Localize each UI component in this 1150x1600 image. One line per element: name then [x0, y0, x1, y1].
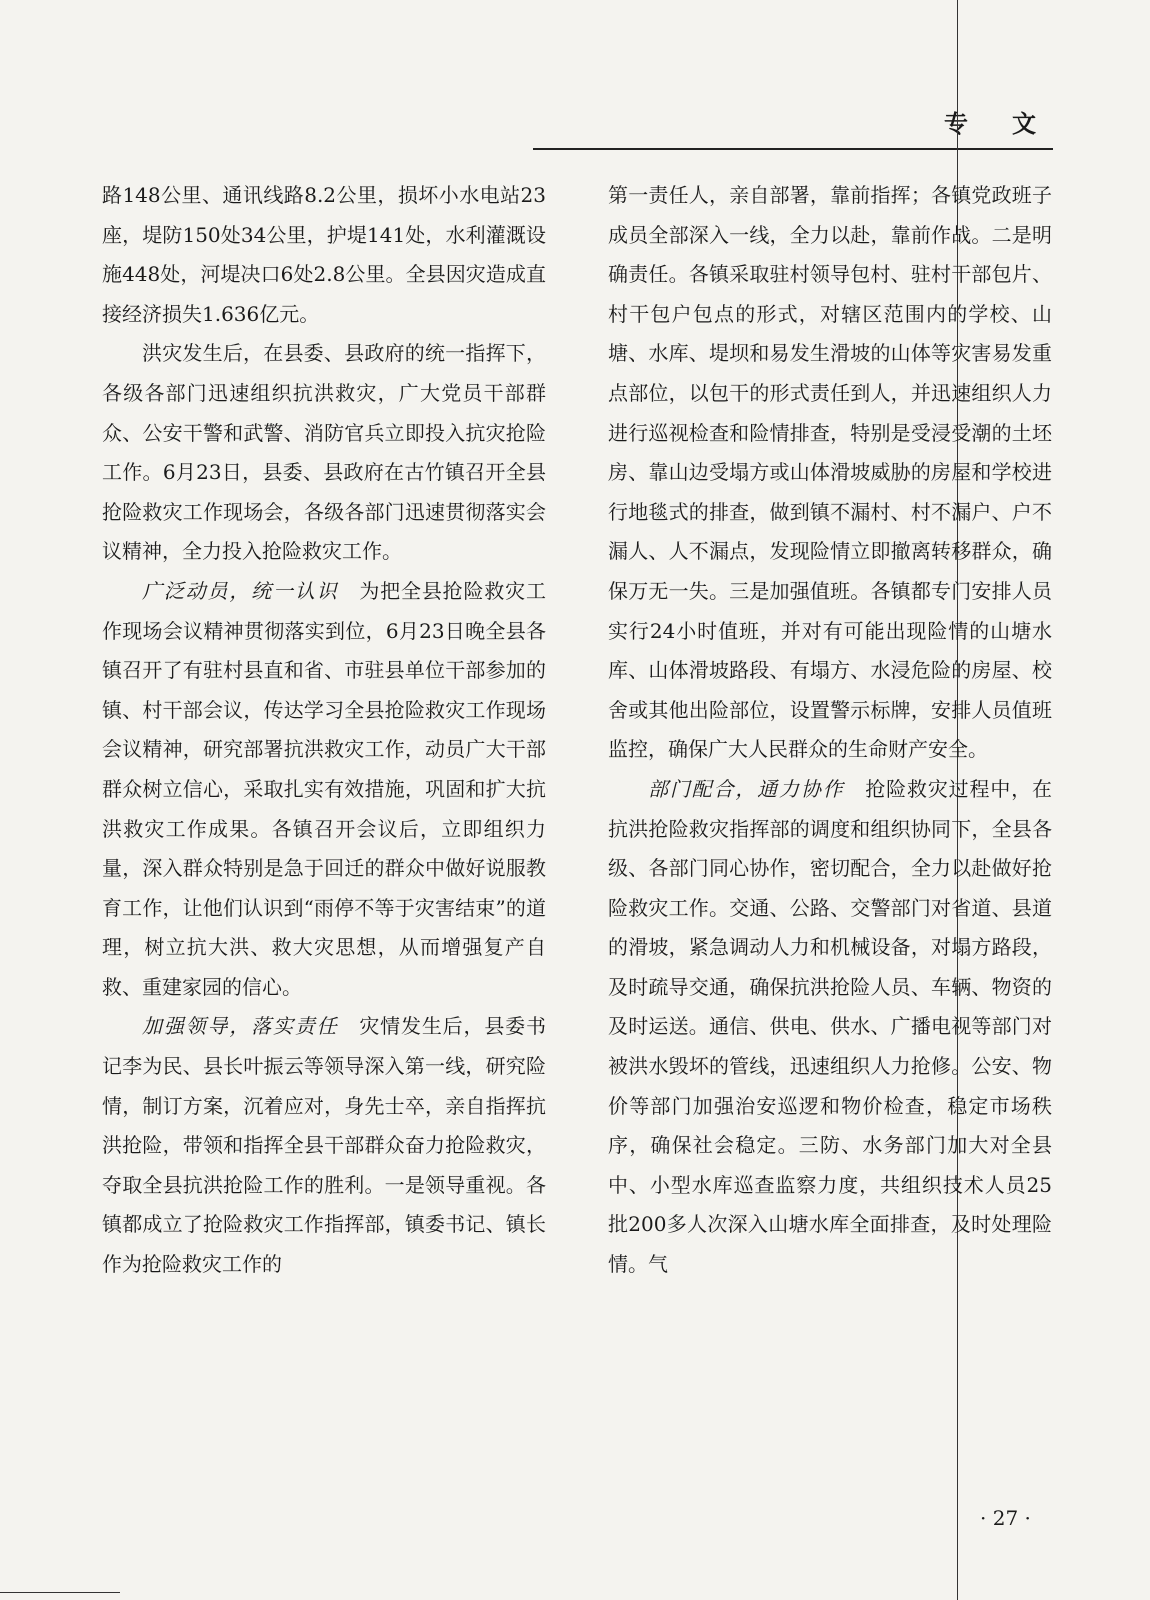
paragraph-text: 为把全县抢险救灾工作现场会议精神贯彻落实到位，6月23日晚全县各镇召开了有驻村县直和省、市驻县单位干部参加的镇、村干部会议，传达学习全县抢险救灾工作现场会议精神，研究部署抗洪救灾工作，动员广大干部群众树立信心，采取扎实有效措施，巩固和扩大抗洪救灾工作成果。各镇召开会议后，立即组织力量，深入群众特别是急于回迁的群众中做好说服教育工作，让他们认识到“雨停不等于灾害结束”的道理，树立抗大洪、救大灾思想，从而增强复产自救、重建家园的信心。 [102, 578, 547, 999]
page-number: · 27 · [980, 1506, 1031, 1530]
bottom-rule [0, 1592, 120, 1593]
paragraph-text: 第一责任人，亲自部署，靠前指挥；各镇党政班子成员全部深入一线，全力以赴，靠前作战。二是明确责任。各镇采取驻村领导包村、驻村干部包片、村干包户包点的形式，对辖区范围内的学校、山塘、水库、堤坝和易发生滑坡的山体等灾害易发重点部位，以包干的形式责任到人，并迅速组织人力进行巡视检查和险情排查，特别是受浸受潮的土坯房、靠山边受塌方或山体滑坡威胁的房屋和学校进行地毯式的排查，做到镇不漏村、村不漏户、户不漏人、人不漏点，发现险情立即撤离转移群众，确保万无一失。三是加强值班。各镇都专门安排人员实行24小时值班，并对有可能出现险情的山塘水库、山体滑坡路段、有塌方、水浸危险的房屋、校舍或其他出险部位，设置警示标牌，安排人员值班监控，确保广大人民群众的生命财产安全。 [608, 183, 1052, 762]
paragraph-text: 洪灾发生后，在县委、县政府的统一指挥下，各级各部门迅速组织抗洪救灾，广大党员干部群众、公安干警和武警、消防官兵立即投入抗灾抢险工作。6月23日，县委、县政府在古竹镇召开全县抢险救灾工作现场会，各级各部门迅速贯彻落实会议精神，全力投入抢险救灾工作。 [102, 341, 546, 564]
subheading: 广泛动员，统一认识 [142, 578, 339, 603]
paragraph [102, 176, 546, 334]
section-header-char-1: 专 [944, 110, 968, 138]
left-column [102, 176, 546, 1285]
right-column [608, 176, 1052, 1285]
paragraph [608, 770, 1052, 1285]
section-header-char-2: 文 [1012, 110, 1036, 138]
subheading: 加强领导，落实责任 [142, 1014, 339, 1039]
paragraph [608, 176, 1052, 770]
paragraph-text: 路148公里、通讯线路8.2公里，损坏小水电站23座，堤防150处34公里，护堤141处，水利灌溉设施448处，河堤决口6处2.8公里。全县因灾造成直接经济损失1.636亿元。 [102, 183, 546, 326]
paragraph [102, 334, 546, 572]
header-rule [533, 148, 1053, 150]
paragraph-text: 抢险救灾过程中，在抗洪抢险救灾指挥部的调度和组织协同下，全县各级、各部门同心协作，密切配合，全力以赴做好抢险救灾工作。交通、公路、交警部门对省道、县道的滑坡，紧急调动人力和机械设备，对塌方路段，及时疏导交通，确保抗洪抢险人员、车辆、物资的及时运送。通信、供电、供水、广播电视等部门对被洪水毁坏的管线，迅速组织人力抢修。公安、物价等部门加强治安巡逻和物价检查，稳定市场秩序，确保社会稳定。三防、水务部门加大对全县中、小型水库巡查监察力度，共组织技术人员25批200多人次深入山塘水库全面排查，及时处理险情。气 [608, 776, 1053, 1277]
paragraph [102, 572, 546, 1008]
subheading: 部门配合，通力协作 [648, 776, 845, 801]
paragraph [102, 1007, 546, 1284]
paragraph-text: 灾情发生后，县委书记李为民、县长叶振云等领导深入第一线，研究险情，制订方案，沉着应对，身先士卒，亲自指挥抗洪抢险，带领和指挥全县干部群众奋力抢险救灾，夺取全县抗洪抢险工作的胜利。一是领导重视。各镇都成立了抢险救灾工作指挥部，镇委书记、镇长作为抢险救灾工作的 [102, 1014, 547, 1277]
